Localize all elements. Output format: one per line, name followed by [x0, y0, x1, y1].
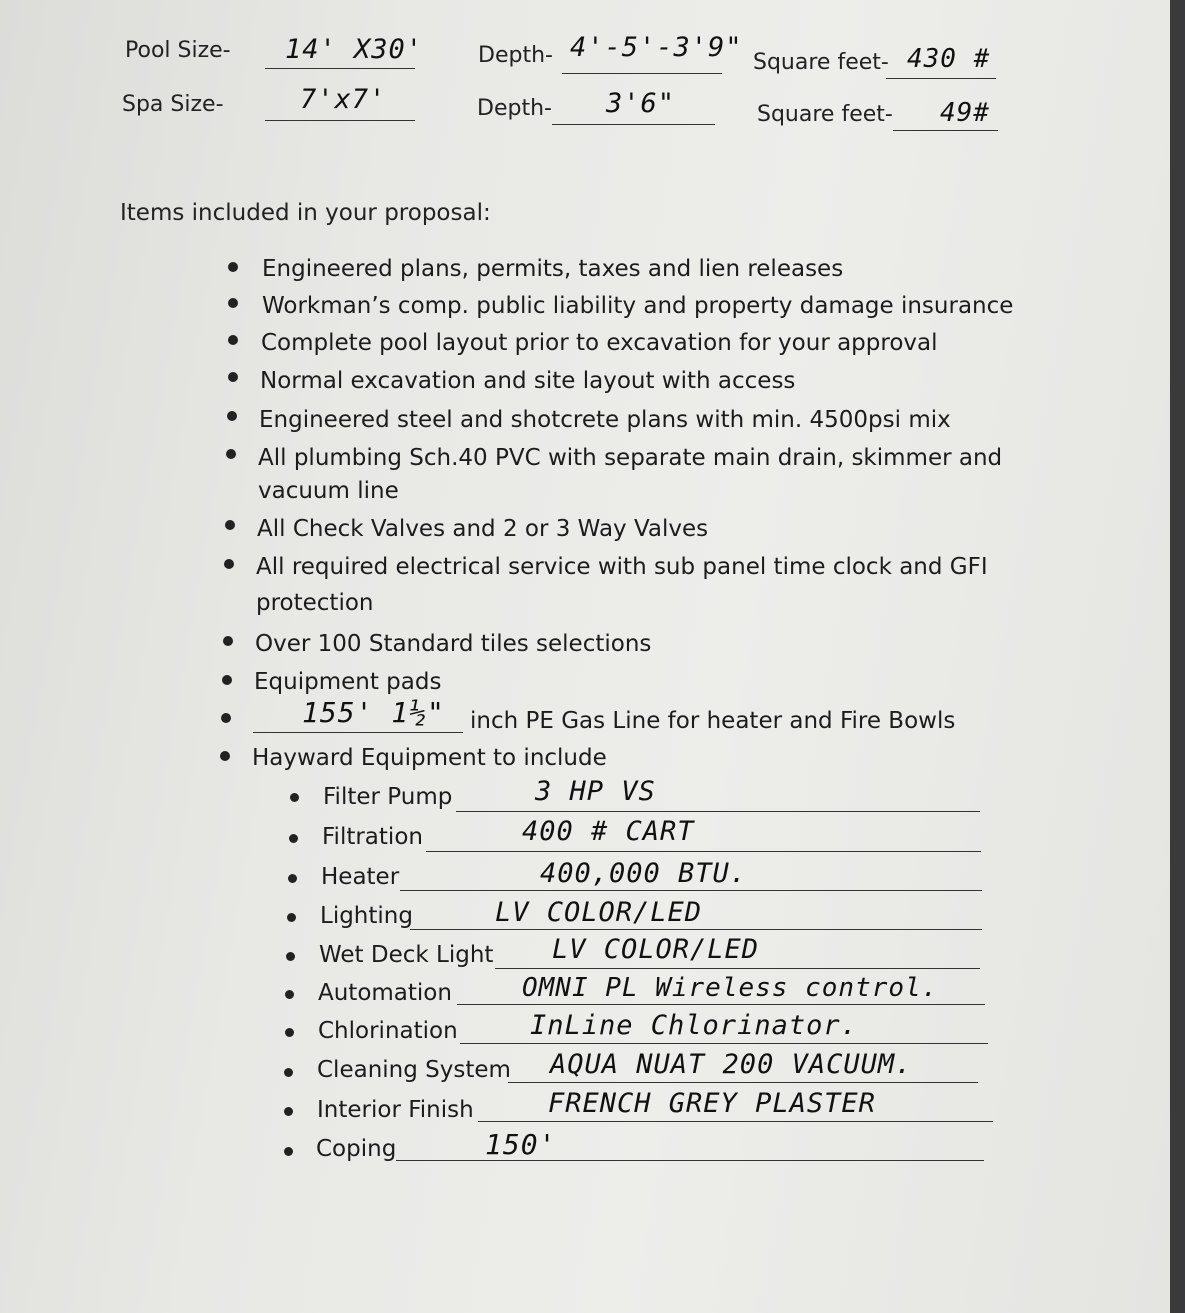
equipment-label: Interior Finish [317, 1097, 474, 1123]
equipment-label: Chlorination [318, 1018, 458, 1044]
gas-line-label: inch PE Gas Line for heater and Fire Bowls [470, 708, 956, 734]
equipment-line [456, 811, 980, 812]
equipment-line [460, 1043, 988, 1044]
spa-sqft-line [893, 130, 998, 131]
bullet-icon [286, 952, 295, 961]
pool-depth-value: 4'-5'-3'9" [570, 32, 743, 63]
bullet-icon [222, 675, 232, 685]
bullet-icon [289, 834, 298, 843]
pool-depth-label: Depth- [478, 43, 553, 68]
equipment-heading: Hayward Equipment to include [252, 745, 607, 771]
pool-size-label: Pool Size- [125, 38, 231, 63]
bullet-icon [220, 751, 230, 761]
equipment-label: Wet Deck Light [319, 942, 494, 968]
bullet-icon [228, 262, 238, 272]
equipment-line [508, 1082, 978, 1083]
equipment-value: InLine Chlorinator. [530, 1010, 858, 1041]
list-item-continued: protection [256, 590, 374, 616]
bullet-icon [284, 1107, 293, 1116]
bullet-icon [221, 713, 231, 723]
equipment-label: Cleaning System [317, 1057, 511, 1083]
equipment-line [478, 1121, 993, 1122]
bullet-icon [224, 559, 234, 569]
list-item: Complete pool layout prior to excavation for your approval [261, 330, 938, 356]
bullet-icon [228, 372, 238, 382]
equipment-value: FRENCH GREY PLASTER [548, 1088, 876, 1119]
equipment-value: OMNI PL Wireless control. [522, 973, 939, 1003]
spa-size-value: 7'x7' [300, 84, 387, 115]
spa-size-label: Spa Size- [122, 92, 224, 117]
bullet-icon [227, 411, 237, 421]
pool-sqft-value: 430 # [907, 44, 991, 74]
equipment-line [457, 1004, 985, 1005]
list-item: Over 100 Standard tiles selections [255, 631, 652, 657]
equipment-label: Filter Pump [323, 784, 453, 810]
equipment-line [495, 968, 980, 969]
spa-sqft-value: 49# [940, 98, 990, 128]
equipment-line [410, 929, 982, 930]
bullet-icon [228, 298, 238, 308]
pool-sqft-line [886, 78, 996, 79]
bullet-icon [287, 913, 296, 922]
list-item: Workman’s comp. public liability and property damage insurance [262, 293, 1014, 319]
spa-depth-value: 3'6" [606, 88, 676, 119]
pool-size-value: 14' X30' [285, 34, 424, 65]
pool-size-line [265, 68, 415, 69]
bullet-icon [225, 520, 235, 530]
gas-line-blank [253, 732, 463, 733]
equipment-label: Automation [318, 980, 452, 1006]
bullet-icon [285, 1028, 294, 1037]
pool-depth-line [562, 73, 722, 74]
spa-sqft-label: Square feet- [757, 102, 893, 127]
pool-sqft-label: Square feet- [753, 50, 889, 75]
equipment-value: 3 HP VS [535, 776, 656, 807]
equipment-value: LV COLOR/LED [495, 897, 703, 928]
list-item-continued: vacuum line [258, 478, 399, 504]
list-item: All required electrical service with sub panel time clock and GFI [256, 554, 988, 580]
list-item: Engineered steel and shotcrete plans with min. 4500psi mix [259, 407, 951, 433]
bullet-icon [290, 793, 299, 802]
background-edge [1170, 0, 1185, 1313]
equipment-value: LV COLOR/LED [552, 934, 760, 965]
list-item: All Check Valves and 2 or 3 Way Valves [257, 516, 709, 542]
equipment-value: 150' [485, 1128, 557, 1161]
equipment-value: 400 # CART [522, 816, 695, 847]
equipment-value: 400,000 BTU. [540, 858, 748, 889]
bullet-icon [284, 1068, 293, 1077]
bullet-icon [223, 636, 233, 646]
equipment-value: AQUA NUAT 200 VACUUM. [550, 1049, 913, 1080]
bullet-icon [285, 990, 294, 999]
equipment-line [426, 851, 981, 852]
list-item: Equipment pads [254, 669, 442, 695]
spa-depth-label: Depth- [477, 96, 552, 121]
bullet-icon [284, 1147, 293, 1156]
equipment-label: Filtration [322, 824, 423, 850]
list-item: All plumbing Sch.40 PVC with separate main drain, skimmer and [258, 445, 1003, 471]
bullet-icon [228, 335, 238, 345]
spa-depth-line [552, 124, 715, 125]
proposal-heading: Items included in your proposal: [120, 200, 491, 226]
list-item: Engineered plans, permits, taxes and lien releases [262, 256, 844, 282]
spa-size-line [265, 120, 415, 121]
bullet-icon [226, 449, 236, 459]
equipment-label: Heater [321, 864, 400, 890]
equipment-label: Coping [316, 1136, 397, 1162]
equipment-line [400, 890, 982, 891]
bullet-icon [288, 874, 297, 883]
equipment-label: Lighting [320, 903, 413, 929]
gas-line-value: 155' 1½" [302, 696, 445, 729]
list-item: Normal excavation and site layout with access [260, 368, 796, 394]
